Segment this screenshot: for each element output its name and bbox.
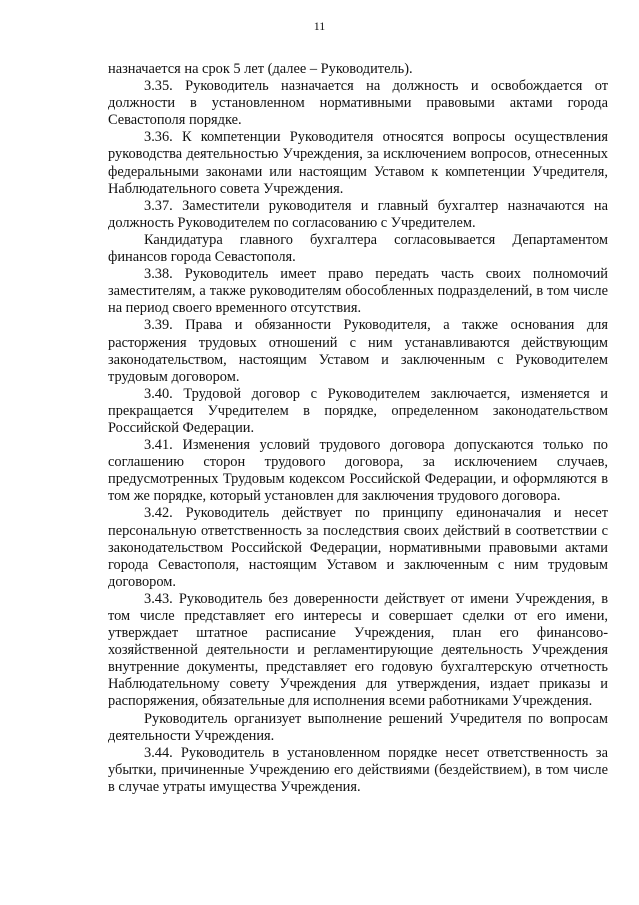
document-body: [108, 61, 608, 796]
paragraph-p10: 3.43. Руководитель без доверенности действует от имени Учреждения, в том числе представляет его интересы и совершает сделки от его имени, утверждает штатное расписание Учреждения, план его финансово-хозяйственной деятельности и регламентирующие деятельность Учреждения внутренние документы, представляет его годовую бухгалтерскую отчетность Наблюдательному совету Учреждения для утверждения, издает приказы и распоряжения, обязательные для исполнения всеми работниками Учреждения.: [108, 590, 608, 710]
paragraph-p6: 3.39. Права и обязанности Руководителя, а также основания для расторжения трудовых отношений с ним устанавливаются действующим законодательством, настоящим Уставом и заключенным с Руководителем трудовым договором.: [108, 317, 608, 385]
paragraph-p1: 3.35. Руководитель назначается на должность и освобождается от должности в установленном нормативными правовыми актами города Севастополя порядке.: [108, 78, 608, 129]
paragraph-p0: назначается на срок 5 лет (далее – Руководитель).: [108, 61, 413, 77]
page-number: 11: [313, 19, 326, 33]
paragraph-p5: 3.38. Руководитель имеет право передать часть своих полномочий заместителям, а также руководителям обособленных подразделений, в том числе на период своего временного отсутствия.: [108, 266, 608, 317]
paragraph-p9: 3.42. Руководитель действует по принципу единоначалия и несет персональную ответственность за последствия своих действий в соответствии с законодательством Российской Федерации, нормативными правовыми актами города Севастополя, настоящим Уставом и заключенным с ним трудовым договором.: [108, 505, 608, 590]
paragraph-p3: 3.37. Заместители руководителя и главный бухгалтер назначаются на должность Руководителем по согласованию с Учредителем.: [108, 197, 608, 231]
paragraph-p2: 3.36. К компетенции Руководителя относятся вопросы осуществления руководства деятельностью Учреждения, за исключением вопросов, отнесенных федеральными законами или настоящим Уставом к компетенции Учредителя, Наблюдательного совета Учреждения.: [108, 129, 608, 197]
paragraph-p11: Руководитель организует выполнение решений Учредителя по вопросам деятельности Учреждения.: [108, 710, 608, 744]
paragraph-p4: Кандидатура главного бухгалтера согласовывается Департаментом финансов города Севастополя.: [108, 231, 608, 266]
paragraph-p7: 3.40. Трудовой договор с Руководителем заключается, изменяется и прекращается Учредителем в порядке, определенном законодательством Российской Федерации.: [108, 385, 608, 436]
paragraph-p8: 3.41. Изменения условий трудового договора допускаются только по соглашению сторон трудового договора, за исключением случаев, предусмотренных Трудовым кодексом Российской Федерации, и оформляются в том же порядке, который установлен для заключения трудового договора.: [108, 437, 608, 505]
paragraph-p12: 3.44. Руководитель в установленном порядке несет ответственность за убытки, причиненные Учреждению его действиями (бездействием), в том числе в случае утраты имущества Учреждения.: [108, 744, 608, 795]
